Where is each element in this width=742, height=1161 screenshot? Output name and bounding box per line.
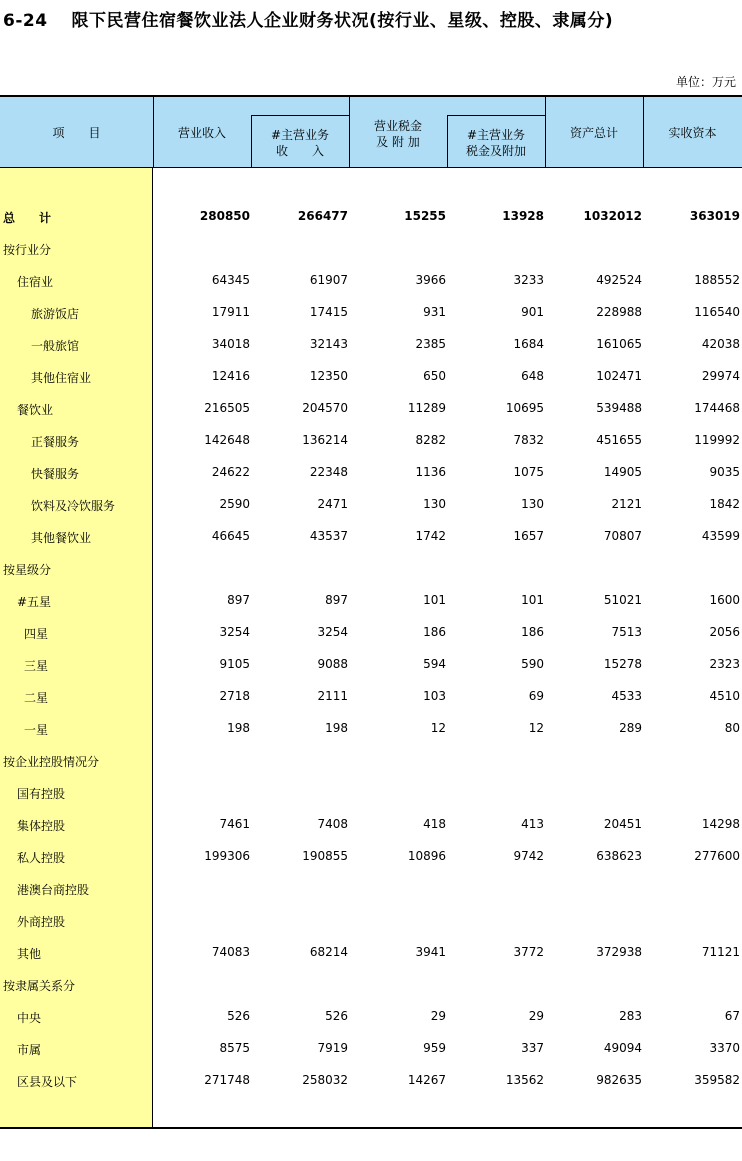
cell-value: 42038 xyxy=(701,337,740,351)
cell-value: 4533 xyxy=(611,689,642,703)
header-main-revenue xyxy=(251,127,349,159)
cell-value: 590 xyxy=(521,657,544,671)
cell-value: 982635 xyxy=(596,1073,642,1087)
cell-value: 3233 xyxy=(513,273,544,287)
row-label: 其他 xyxy=(17,947,42,961)
cell-value: 22348 xyxy=(309,465,348,479)
header-main-tax-line2: 税金及附加 xyxy=(465,144,526,158)
cell-value: 526 xyxy=(325,1009,348,1023)
cell-value: 61907 xyxy=(309,273,348,287)
row-label: 按行业分 xyxy=(3,243,52,257)
cell-value: 64345 xyxy=(211,273,250,287)
header-tax-line1: 营业税金 xyxy=(373,119,422,133)
cell-value: 24622 xyxy=(211,465,250,479)
table-title: 限下民营住宿餐饮业法人企业财务状况(按行业、星级、控股、隶属分) xyxy=(71,11,614,31)
unit-label: 单位：万元 xyxy=(675,75,736,89)
cell-value: 7461 xyxy=(219,817,250,831)
cell-value: 4510 xyxy=(709,689,740,703)
cell-value: 413 xyxy=(521,817,544,831)
row-label: 饮料及冷饮服务 xyxy=(31,499,116,513)
cell-value: 29974 xyxy=(701,369,740,383)
cell-value: 7919 xyxy=(317,1041,348,1055)
cell-value: 8282 xyxy=(415,433,446,447)
cell-value: 337 xyxy=(521,1041,544,1055)
cell-value: 32143 xyxy=(309,337,348,351)
cell-value: 9742 xyxy=(513,849,544,863)
row-label: 一般旅馆 xyxy=(31,339,80,353)
header-assets: 资产总计 xyxy=(569,126,618,140)
cell-value: 102471 xyxy=(596,369,642,383)
cell-value: 14267 xyxy=(407,1073,446,1087)
cell-value: 67 xyxy=(724,1009,740,1023)
row-label: 按企业控股情况分 xyxy=(3,755,100,769)
table-bottom-rule xyxy=(0,1127,742,1129)
header-main-tax-line1: #主营业务 xyxy=(466,128,526,142)
row-label: 集体控股 xyxy=(17,819,66,833)
table-row xyxy=(0,207,742,227)
cell-value: 103 xyxy=(423,689,446,703)
cell-value: 15255 xyxy=(404,209,446,223)
table-row xyxy=(0,815,742,835)
header-main-revenue-line1: #主营业务 xyxy=(270,128,330,142)
row-label: 正餐服务 xyxy=(31,435,80,449)
cell-value: 13562 xyxy=(505,1073,544,1087)
cell-value: 14298 xyxy=(701,817,740,831)
table-row xyxy=(0,527,742,547)
cell-value: 17911 xyxy=(211,305,250,319)
cell-value: 539488 xyxy=(596,401,642,415)
cell-value: 119992 xyxy=(694,433,740,447)
row-label: 二星 xyxy=(24,691,49,705)
cell-value: 3772 xyxy=(513,945,544,959)
table-row xyxy=(0,687,742,707)
row-label: 总 计 xyxy=(3,211,52,225)
row-label: 一星 xyxy=(24,723,49,737)
cell-value: 190855 xyxy=(302,849,348,863)
cell-value: 11289 xyxy=(407,401,446,415)
cell-value: 68214 xyxy=(309,945,348,959)
table-row xyxy=(0,943,742,963)
cell-value: 43599 xyxy=(701,529,740,543)
row-label: 餐饮业 xyxy=(17,403,54,417)
cell-value: 70807 xyxy=(603,529,642,543)
cell-value: 161065 xyxy=(596,337,642,351)
cell-value: 277600 xyxy=(694,849,740,863)
cell-value: 7832 xyxy=(513,433,544,447)
cell-value: 12 xyxy=(430,721,446,735)
cell-value: 174468 xyxy=(694,401,740,415)
cell-value: 198 xyxy=(325,721,348,735)
header-revenue: 营业收入 xyxy=(177,126,226,140)
cell-value: 650 xyxy=(423,369,446,383)
table-row xyxy=(0,559,742,579)
cell-value: 12 xyxy=(528,721,544,735)
header-item: 项 目 xyxy=(52,126,101,140)
row-label: 三星 xyxy=(24,659,49,673)
cell-value: 931 xyxy=(423,305,446,319)
table-row xyxy=(0,367,742,387)
cell-value: 359582 xyxy=(694,1073,740,1087)
cell-value: 959 xyxy=(423,1041,446,1055)
cell-value: 15278 xyxy=(603,657,642,671)
table-row xyxy=(0,271,742,291)
cell-value: 1075 xyxy=(513,465,544,479)
cell-value: 283 xyxy=(619,1009,642,1023)
row-label: #五星 xyxy=(17,595,52,609)
cell-value: 1136 xyxy=(415,465,446,479)
table-row xyxy=(0,335,742,355)
cell-value: 3966 xyxy=(415,273,446,287)
cell-value: 46645 xyxy=(211,529,250,543)
cell-value: 101 xyxy=(521,593,544,607)
cell-value: 2056 xyxy=(709,625,740,639)
cell-value: 2471 xyxy=(317,497,348,511)
row-label: 私人控股 xyxy=(17,851,66,865)
cell-value: 1684 xyxy=(513,337,544,351)
cell-value: 526 xyxy=(227,1009,250,1023)
header-capital: 实收资本 xyxy=(668,126,717,140)
cell-value: 3254 xyxy=(317,625,348,639)
table-row xyxy=(0,847,742,867)
cell-value: 901 xyxy=(521,305,544,319)
header-divider xyxy=(251,115,349,116)
cell-value: 897 xyxy=(227,593,250,607)
header-main-revenue-line2: 收 入 xyxy=(275,144,324,158)
table-header xyxy=(0,95,742,168)
cell-value: 216505 xyxy=(204,401,250,415)
cell-value: 289 xyxy=(619,721,642,735)
cell-value: 71121 xyxy=(701,945,740,959)
row-label: 旅游饭店 xyxy=(31,307,80,321)
cell-value: 51021 xyxy=(603,593,642,607)
row-label: 中央 xyxy=(17,1011,42,1025)
cell-value: 9035 xyxy=(709,465,740,479)
cell-value: 116540 xyxy=(694,305,740,319)
table-row xyxy=(0,911,742,931)
table-row xyxy=(0,783,742,803)
table-row xyxy=(0,751,742,771)
cell-value: 280850 xyxy=(199,209,250,223)
cell-value: 29 xyxy=(528,1009,544,1023)
cell-value: 13928 xyxy=(502,209,544,223)
table-row xyxy=(0,303,742,323)
cell-value: 186 xyxy=(521,625,544,639)
cell-value: 3370 xyxy=(709,1041,740,1055)
row-label: 外商控股 xyxy=(17,915,66,929)
cell-value: 101 xyxy=(423,593,446,607)
table-row xyxy=(0,975,742,995)
header-tax xyxy=(349,118,447,150)
cell-value: 228988 xyxy=(596,305,642,319)
cell-value: 188552 xyxy=(694,273,740,287)
cell-value: 1657 xyxy=(513,529,544,543)
row-label: 按隶属关系分 xyxy=(3,979,76,993)
cell-value: 17415 xyxy=(309,305,348,319)
table-row xyxy=(0,431,742,451)
table-row xyxy=(0,623,742,643)
row-label: 四星 xyxy=(24,627,49,641)
row-label: 其他住宿业 xyxy=(31,371,92,385)
table-row xyxy=(0,463,742,483)
table-row xyxy=(0,655,742,675)
cell-value: 7513 xyxy=(611,625,642,639)
table-row xyxy=(0,719,742,739)
cell-value: 9105 xyxy=(219,657,250,671)
table-row xyxy=(0,591,742,611)
table-row xyxy=(0,239,742,259)
cell-value: 363019 xyxy=(689,209,740,223)
cell-value: 74083 xyxy=(211,945,250,959)
cell-value: 258032 xyxy=(302,1073,348,1087)
cell-value: 43537 xyxy=(309,529,348,543)
cell-value: 2323 xyxy=(709,657,740,671)
cell-value: 2590 xyxy=(219,497,250,511)
cell-value: 142648 xyxy=(204,433,250,447)
cell-value: 199306 xyxy=(204,849,250,863)
cell-value: 10896 xyxy=(407,849,446,863)
cell-value: 451655 xyxy=(596,433,642,447)
cell-value: 638623 xyxy=(596,849,642,863)
cell-value: 8575 xyxy=(219,1041,250,1055)
table-row xyxy=(0,399,742,419)
cell-value: 69 xyxy=(528,689,544,703)
cell-value: 9088 xyxy=(317,657,348,671)
cell-value: 7408 xyxy=(317,817,348,831)
cell-value: 492524 xyxy=(596,273,642,287)
cell-value: 20451 xyxy=(603,817,642,831)
cell-value: 2111 xyxy=(317,689,348,703)
table-row xyxy=(0,495,742,515)
cell-value: 2121 xyxy=(611,497,642,511)
page-title xyxy=(3,6,613,31)
row-label: 区县及以下 xyxy=(17,1075,78,1089)
table-row xyxy=(0,1071,742,1091)
header-divider xyxy=(447,115,545,116)
cell-value: 1600 xyxy=(709,593,740,607)
cell-value: 418 xyxy=(423,817,446,831)
cell-value: 136214 xyxy=(302,433,348,447)
cell-value: 12350 xyxy=(309,369,348,383)
cell-value: 648 xyxy=(521,369,544,383)
cell-value: 2385 xyxy=(415,337,446,351)
cell-value: 1742 xyxy=(415,529,446,543)
table-number: 6-24 xyxy=(3,11,48,31)
cell-value: 130 xyxy=(423,497,446,511)
cell-value: 1032012 xyxy=(583,209,642,223)
cell-value: 80 xyxy=(724,721,740,735)
cell-value: 12416 xyxy=(211,369,250,383)
table-row xyxy=(0,1007,742,1027)
cell-value: 594 xyxy=(423,657,446,671)
row-label: 快餐服务 xyxy=(31,467,80,481)
cell-value: 897 xyxy=(325,593,348,607)
row-label: 市属 xyxy=(17,1043,42,1057)
cell-value: 198 xyxy=(227,721,250,735)
cell-value: 29 xyxy=(430,1009,446,1023)
table-row xyxy=(0,1039,742,1059)
cell-value: 204570 xyxy=(302,401,348,415)
cell-value: 1842 xyxy=(709,497,740,511)
row-label: 港澳台商控股 xyxy=(17,883,90,897)
cell-value: 186 xyxy=(423,625,446,639)
cell-value: 271748 xyxy=(204,1073,250,1087)
cell-value: 3941 xyxy=(415,945,446,959)
row-label: 国有控股 xyxy=(17,787,66,801)
cell-value: 2718 xyxy=(219,689,250,703)
cell-value: 266477 xyxy=(297,209,348,223)
table-row xyxy=(0,879,742,899)
cell-value: 3254 xyxy=(219,625,250,639)
header-main-tax xyxy=(447,127,545,159)
cell-value: 10695 xyxy=(505,401,544,415)
header-tax-line2: 及 附 加 xyxy=(376,135,420,149)
row-label: 按星级分 xyxy=(3,563,52,577)
row-label: 住宿业 xyxy=(17,275,54,289)
cell-value: 34018 xyxy=(211,337,250,351)
cell-value: 14905 xyxy=(603,465,642,479)
row-label: 其他餐饮业 xyxy=(31,531,92,545)
cell-value: 130 xyxy=(521,497,544,511)
cell-value: 372938 xyxy=(596,945,642,959)
cell-value: 49094 xyxy=(603,1041,642,1055)
